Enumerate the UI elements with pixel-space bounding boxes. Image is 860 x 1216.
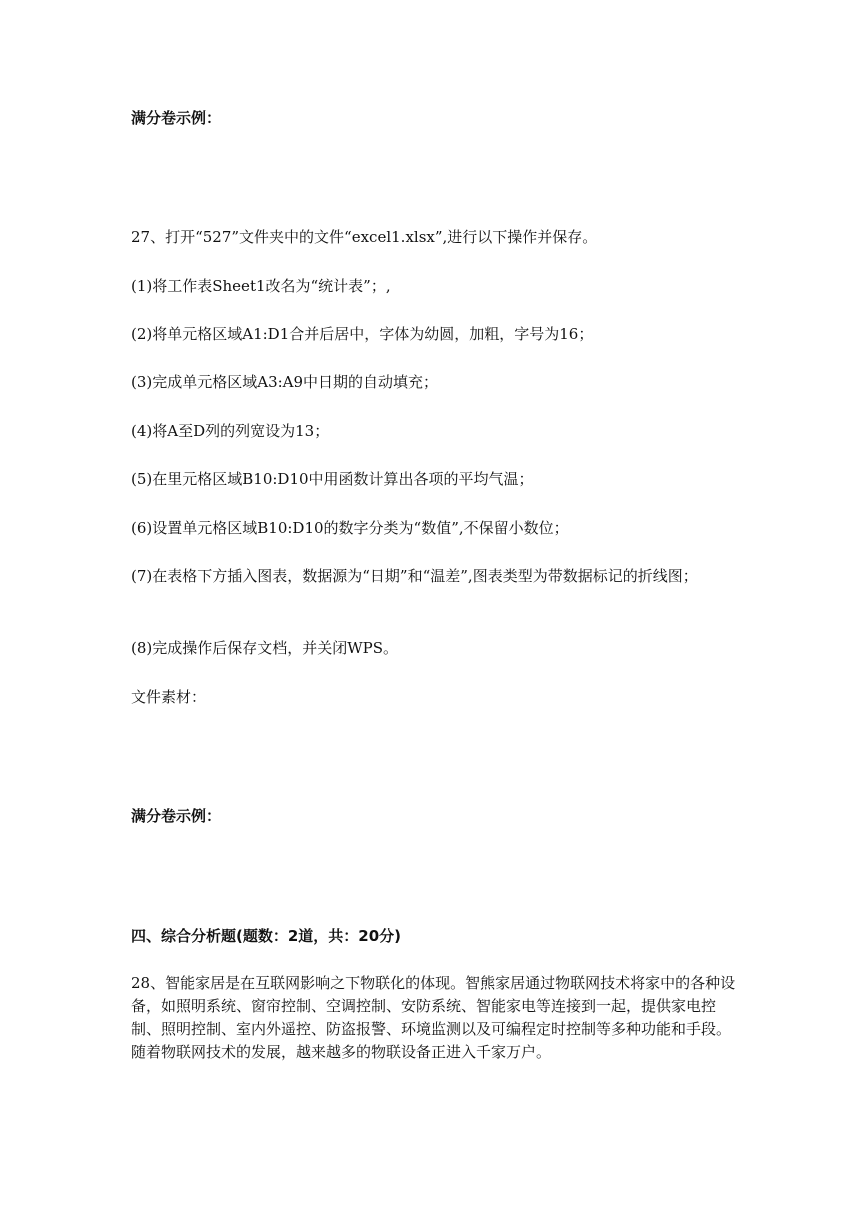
question-27-step-5: (5)在里元格区域B10:D10中用函数计算出各项的平均气温； xyxy=(131,470,534,488)
question-27-step-2: (2)将单元格区域A1:D1合并后居中，字体为幼圆，加粗，字号为16； xyxy=(131,325,594,343)
question-27-step-3: (3)完成单元格区域A3:A9中日期的自动填充； xyxy=(131,373,439,391)
example-heading-q27: 满分卷示例： xyxy=(131,807,222,825)
question-27-title: 27、打开“527”文件夹中的文件“excel1.xlsx”,进行以下操作并保存。 xyxy=(131,228,598,246)
question-27-step-4: (4)将A至D列的列宽设为13； xyxy=(131,422,330,440)
example-heading-top: 满分卷示例： xyxy=(131,109,222,127)
file-material-label: 文件素材： xyxy=(131,688,207,706)
question-27-step-7: (7)在表格下方插入图表，数据源为“日期”和“温差”,图表类型为带数据标记的折线图； xyxy=(131,567,698,585)
question-28-text: 28、智能家居是在互联网影响之下物联化的体现。智熊家居通过物联网技术将家中的各种设备，如照明系统、窗帘控制、空调控制、安防系统、智能家电等连接到一起，提供家电控制、照明控制、室内外遥控、防盗报警、环境监测以及可编程定时控制等多种功能和手段。随着物联网技术的发展，越来越多的物联设备正进入千家万户。 xyxy=(131,974,736,1061)
question-27-step-8: (8)完成操作后保存文档，并关闭WPS。 xyxy=(131,639,399,657)
question-27-step-1: (1)将工作表Sheet1改名为“统计表”；, xyxy=(131,277,391,295)
question-27-step-6: (6)设置单元格区域B10:D10的数字分类为“数值”,不保留小数位； xyxy=(131,519,569,537)
section-4-heading: 四、综合分析题(题数：2道，共：20分) xyxy=(131,927,402,945)
